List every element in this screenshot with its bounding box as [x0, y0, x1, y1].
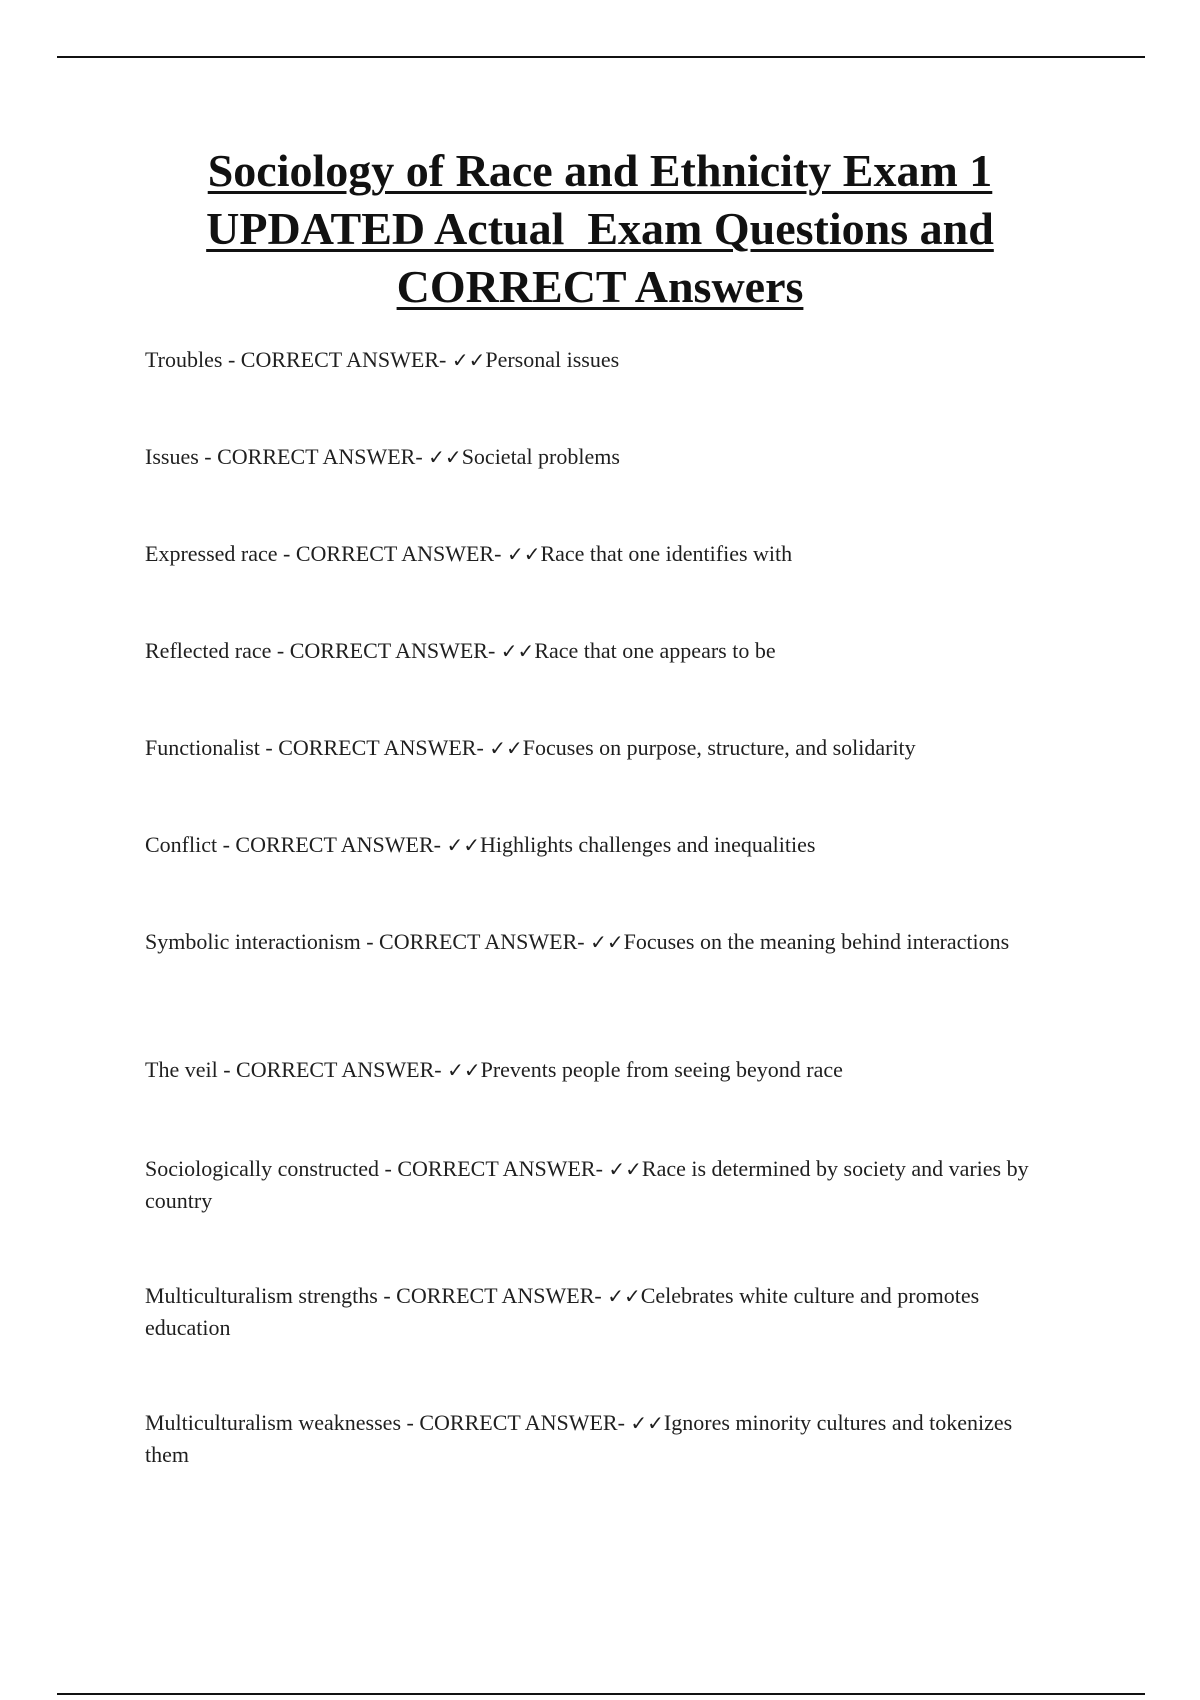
qa-answer: Celebrates white culture and promotes education: [145, 1283, 980, 1340]
qa-answer: Highlights challenges and inequalities: [480, 832, 816, 857]
qa-item: [145, 1280, 1045, 1343]
correct-answer-label: - CORRECT ANSWER-: [271, 638, 501, 663]
correct-answer-label: - CORRECT ANSWER-: [379, 1156, 609, 1181]
qa-item: [145, 441, 1045, 473]
qa-answer: Societal problems: [461, 444, 620, 469]
qa-term: Issues: [145, 444, 199, 469]
qa-item: [145, 635, 1045, 667]
qa-item: [145, 732, 1045, 764]
title-line: Sociology of Race and Ethnicity Exam 1: [207, 145, 993, 196]
checkmark-icon: ✓✓: [446, 833, 481, 857]
correct-answer-label: - CORRECT ANSWER-: [259, 735, 490, 760]
qa-term: Symbolic interactionism: [145, 929, 361, 954]
checkmark-icon: ✓✓: [590, 930, 624, 954]
checkmark-icon: ✓✓: [607, 1284, 641, 1308]
qa-answer: Race is determined by society and varies by country: [145, 1156, 1029, 1213]
correct-answer-label: - CORRECT ANSWER-: [217, 1057, 448, 1082]
qa-answer: Focuses on purpose, structure, and solidarity: [522, 735, 916, 760]
qa-term: Multiculturalism weaknesses: [145, 1410, 402, 1435]
qa-answer: Focuses on the meaning behind interactions: [623, 929, 1010, 954]
qa-term: Conflict: [145, 832, 218, 857]
title-line: CORRECT Answers: [396, 261, 804, 312]
qa-term: Multiculturalism strengths: [145, 1283, 378, 1308]
qa-item: [145, 538, 1045, 570]
checkmark-icon: ✓✓: [428, 445, 462, 469]
qa-item: [145, 829, 1045, 861]
correct-answer-label: - CORRECT ANSWER-: [217, 832, 447, 857]
correct-answer-label: - CORRECT ANSWER-: [277, 541, 507, 566]
qa-answer: Race that one identifies with: [540, 541, 793, 566]
qa-answer: Personal issues: [485, 347, 620, 372]
qa-item: [145, 1054, 1045, 1086]
checkmark-icon: ✓✓: [630, 1411, 664, 1435]
qa-term: Functionalist: [145, 735, 260, 760]
correct-answer-label: - CORRECT ANSWER-: [360, 929, 591, 954]
qa-item: [145, 1407, 1045, 1470]
title-line: UPDATED Actual Exam Questions and: [206, 203, 994, 254]
bottom-rule: [57, 1693, 1145, 1695]
qa-term: Troubles: [145, 347, 223, 372]
qa-answer: Race that one appears to be: [534, 638, 776, 663]
checkmark-icon: ✓✓: [489, 736, 523, 760]
correct-answer-label: - CORRECT ANSWER-: [401, 1410, 631, 1435]
top-rule: [57, 56, 1145, 58]
checkmark-icon: ✓✓: [447, 1058, 481, 1082]
qa-term: The veil: [145, 1057, 218, 1082]
correct-answer-label: - CORRECT ANSWER-: [198, 444, 429, 469]
qa-term: Reflected race: [145, 638, 272, 663]
correct-answer-label: - CORRECT ANSWER-: [377, 1283, 608, 1308]
checkmark-icon: ✓✓: [451, 348, 486, 372]
checkmark-icon: ✓✓: [500, 639, 535, 663]
checkmark-icon: ✓✓: [608, 1157, 642, 1181]
qa-item: [145, 344, 1045, 376]
checkmark-icon: ✓✓: [506, 542, 541, 566]
qa-term: Sociologically constructed: [145, 1156, 379, 1181]
document-title: [140, 142, 1060, 316]
qa-term: Expressed race: [145, 541, 278, 566]
correct-answer-label: - CORRECT ANSWER-: [222, 347, 452, 372]
qa-answer: Ignores minority cultures and tokenizes them: [145, 1410, 1013, 1467]
qa-item: [145, 926, 1045, 958]
qa-item: [145, 1153, 1045, 1216]
qa-answer: Prevents people from seeing beyond race: [480, 1057, 843, 1082]
